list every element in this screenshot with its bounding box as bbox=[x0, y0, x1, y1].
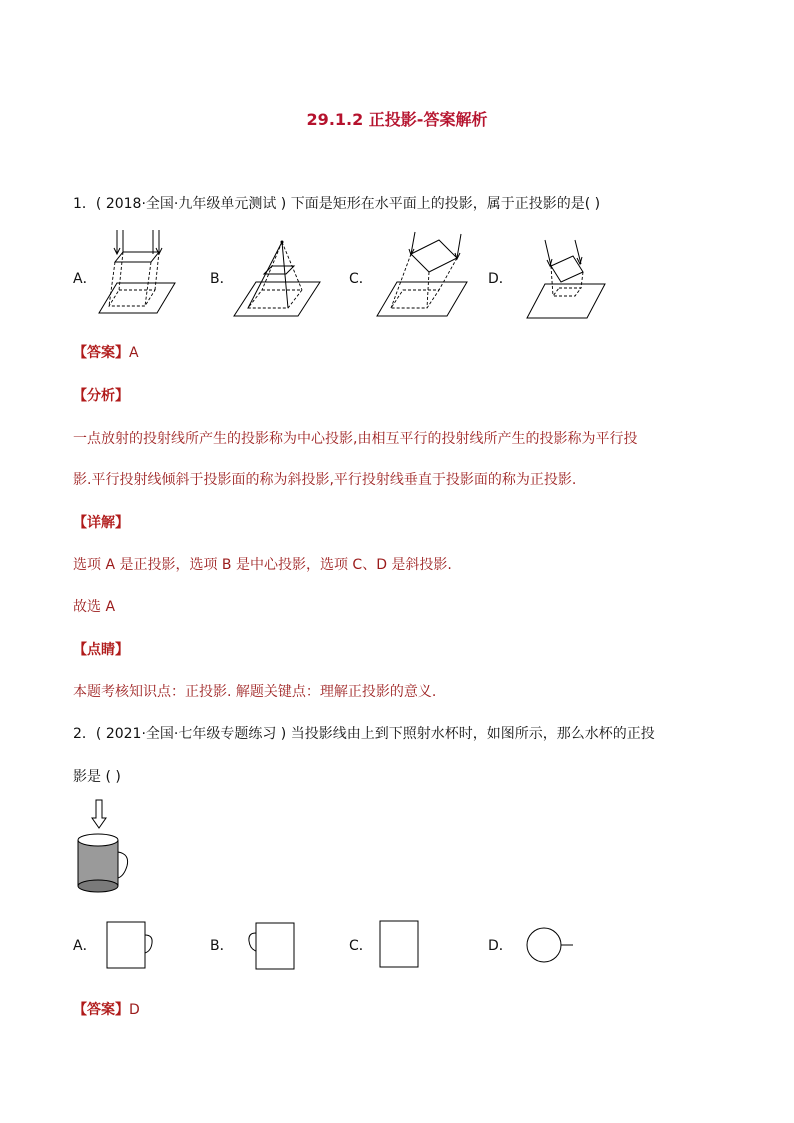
q1-comment-tag-text: 【点睛】 bbox=[73, 642, 129, 658]
q2-cup-figure bbox=[72, 800, 132, 895]
q2-option-a-figure bbox=[104, 921, 156, 971]
q2-answer-tag: 【答案】 bbox=[73, 1002, 129, 1018]
q2-option-a-label: A． bbox=[73, 938, 97, 954]
q2-option-b-label: B． bbox=[210, 938, 234, 954]
q1-detail-tag-text: 【详解】 bbox=[73, 515, 129, 531]
q1-answer-tag: 【答案】 bbox=[73, 345, 129, 361]
q1-analysis-line-1: 一点放射的投射线所产生的投影称为中心投影,由相互平行的投射线所产生的投影称为平行投 bbox=[73, 431, 638, 447]
q1-analysis-tag-text: 【分析】 bbox=[73, 388, 129, 404]
q1-figure-b bbox=[232, 240, 322, 320]
q1-detail-line-2: 故选 A bbox=[73, 599, 116, 615]
q2-option-c-figure bbox=[378, 920, 422, 972]
q1-detail-line-1: 选项 A 是正投影，选项 B 是中心投影，选项 C、D 是斜投影. bbox=[73, 557, 452, 573]
q1-option-b-label: B． bbox=[210, 271, 234, 287]
q1-option-d-label: D． bbox=[488, 271, 513, 287]
q1-stem: 1．( 2018·全国·九年级单元测试 ) 下面是矩形在水平面上的投影，属于正投影的是( ) bbox=[73, 196, 601, 212]
q1-detail-tag bbox=[73, 512, 129, 532]
q2-option-d-label: D． bbox=[488, 938, 513, 954]
q2-answer-value: D bbox=[129, 1002, 140, 1018]
q1-analysis-tag bbox=[73, 385, 129, 405]
q2-answer bbox=[73, 999, 140, 1019]
q1-option-c-label: C． bbox=[349, 271, 373, 287]
q2-option-b-figure bbox=[244, 921, 296, 971]
q1-comment: 本题考核知识点：正投影. 解题关键点：理解正投影的意义. bbox=[73, 684, 437, 700]
q1-analysis-line-2: 影.平行投射线倾斜于投影面的称为斜投影,平行投射线垂直于投影面的称为正投影. bbox=[73, 472, 577, 488]
q1-comment-tag bbox=[73, 639, 129, 659]
q1-answer bbox=[73, 342, 139, 362]
q1-option-a-label: A． bbox=[73, 271, 97, 287]
q2-stem-line-1: 2．( 2021·全国·七年级专题练习 ) 当投影线由上到下照射水杯时，如图所示，那么水杯的正投 bbox=[73, 726, 655, 742]
q1-figure-c bbox=[375, 232, 470, 324]
q1-figure-a bbox=[95, 228, 180, 320]
q1-answer-value: A bbox=[129, 345, 139, 361]
q2-option-c-label: C． bbox=[349, 938, 373, 954]
q2-option-d-figure bbox=[524, 926, 576, 966]
q1-figure-d bbox=[525, 238, 610, 322]
page-title: 29.1.2 正投影-答案解析 bbox=[306, 110, 488, 129]
q2-stem-line-2: 影是 ( ) bbox=[73, 769, 121, 785]
